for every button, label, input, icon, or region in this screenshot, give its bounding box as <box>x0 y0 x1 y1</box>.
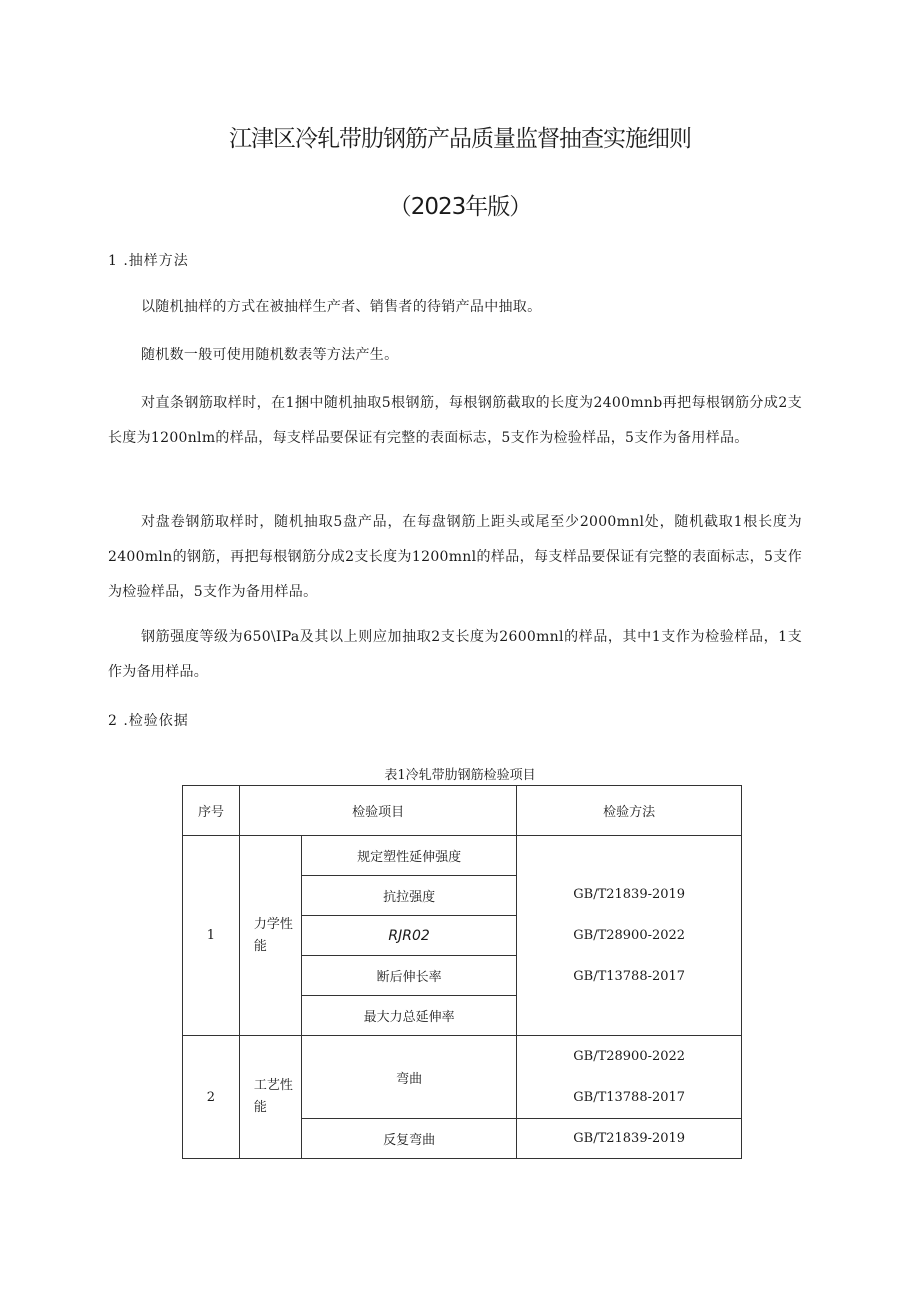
paragraph: 对盘卷钢筋取样时，随机抽取5盘产品，在每盘钢筋上距头或尾至少2000mnl处，随机截取1根长度为2400mln的钢筋，再把每根钢筋分成2支长度为1200mnl的样品，每支样品要保证有完整的表面标志，5支作为检验样品，5支作为备用样品。 <box>108 514 802 600</box>
method-cell-group1 <box>517 836 742 1036</box>
header-cell-no: 序号 <box>183 786 240 836</box>
header-cell-item: 检验项目 <box>239 786 516 836</box>
category-mechanical: 力学性能 <box>239 836 301 1036</box>
category-process: 工艺性能 <box>239 1036 301 1159</box>
table-header-row <box>183 786 742 836</box>
paragraph: 钢筋强度等级为650\IPa及其以上则应加抽取2支长度为2600mnl的样品，其中1支作为检验样品，1支作为备用样品。 <box>108 629 802 680</box>
paragraph: 对直条钢筋取样时，在1捆中随机抽取5根钢筋，每根钢筋截取的长度为2400mnb再把每根钢筋分成2支长度为1200nlm的样品，每支样品要保证有完整的表面标志，5支作为检验样品，5支作为备用样品。 <box>108 395 802 446</box>
header-cell-method: 检验方法 <box>517 786 742 836</box>
row-number-1: 1 <box>183 836 240 1036</box>
method-cell-bend <box>517 1036 742 1119</box>
section-1-heading: 1 .抽样方法 <box>108 253 189 269</box>
item-cell: 抗拉强度 <box>301 876 517 916</box>
section-2-heading: 2 .检验依据 <box>108 713 189 729</box>
item-cell: RJR02 <box>301 916 517 956</box>
method-cell-reverse-bend: GB/T21839-2019 <box>517 1119 742 1159</box>
row-number-2: 2 <box>183 1036 240 1159</box>
method-standard: GB/T21839-2019 <box>573 887 686 902</box>
document-subtitle: （2023年版） <box>388 194 532 220</box>
item-cell: 反复弯曲 <box>301 1119 517 1159</box>
item-cell: 断后伸长率 <box>301 956 517 996</box>
table-row <box>183 836 742 876</box>
paragraph: 以随机抽样的方式在被抽样生产者、销售者的待销产品中抽取。 <box>141 299 542 315</box>
method-standard: GB/T13788-2017 <box>573 969 686 984</box>
method-standard: GB/T28900-2022 <box>573 928 686 943</box>
paragraph: 随机数一般可使用随机数表等方法产生。 <box>141 347 399 363</box>
inspection-table <box>182 785 742 1159</box>
item-cell: 规定塑性延伸强度 <box>301 836 517 876</box>
document-title: 江津区冷轧带肋钢筋产品质量监督抽查实施细则 <box>229 126 691 152</box>
table-row <box>183 1036 742 1119</box>
method-standard: GB/T13788-2017 <box>573 1090 686 1105</box>
item-cell: 最大力总延伸率 <box>301 996 517 1036</box>
table-caption: 表1冷轧带肋钢筋检验项目 <box>384 768 536 783</box>
item-cell: 弯曲 <box>301 1036 517 1119</box>
method-standard: GB/T28900-2022 <box>573 1049 686 1064</box>
